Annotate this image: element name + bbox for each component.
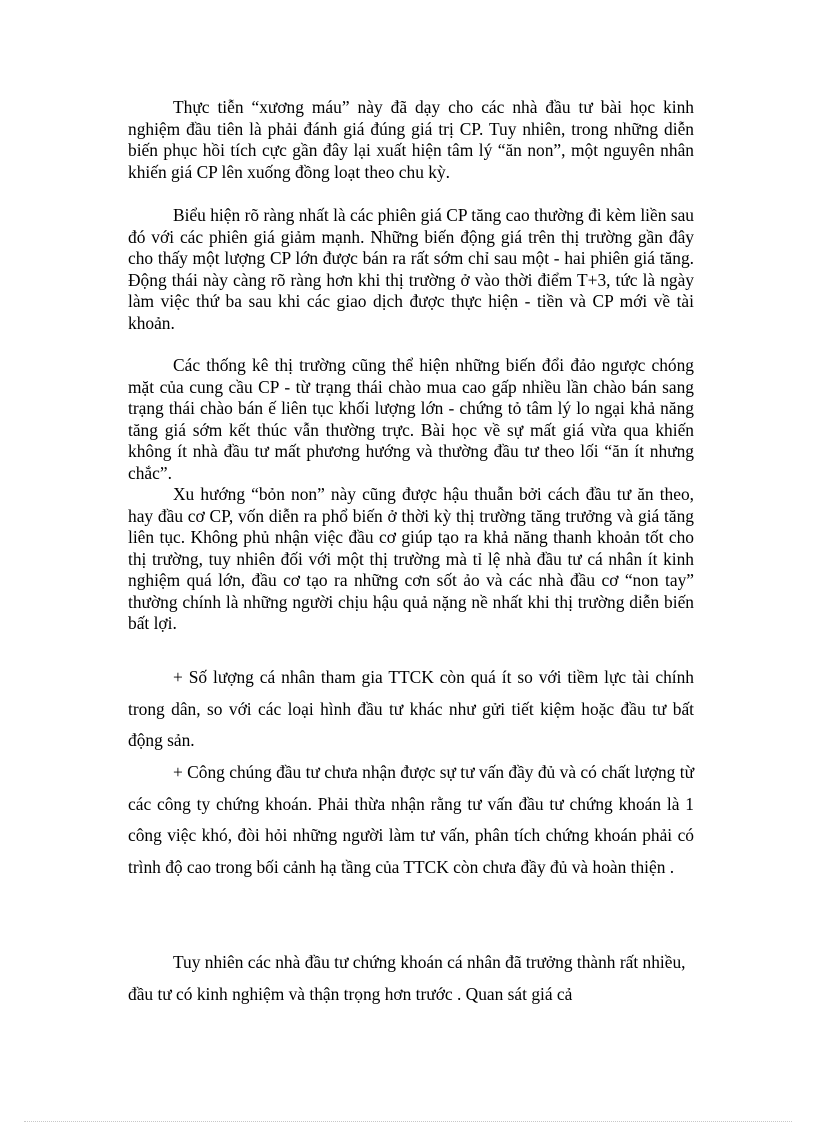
- paragraph-2: Biểu hiện rõ ràng nhất là các phiên giá CP tăng cao thường đi kèm liền sau đó với các phiên giá giảm mạnh. Những biến động giá trên thị trường gần đây cho thấy một lượng CP lớn được bán ra rất sớm chỉ sau một - hai phiên giá tăng. Động thái này càng rõ ràng hơn khi thị trường ở vào thời điểm T+3, tức là ngày làm việc thứ ba sau khi các giao dịch được thực hiện - tiền và CP mới về tài khoản.: [128, 205, 694, 333]
- paragraph-5: + Số lượng cá nhân tham gia TTCK còn quá ít so với tiềm lực tài chính trong dân, so với các loại hình đầu tư khác như gửi tiết kiệm hoặc đầu tư bất động sản.: [128, 667, 694, 750]
- paragraph-1: Thực tiễn “xương máu” này đã dạy cho các nhà đầu tư bài học kinh nghiệm đầu tiên là phải đánh giá đúng giá trị CP. Tuy nhiên, trong những diễn biến phục hồi tích cực gần đây lại xuất hiện tâm lý “ăn non”, một nguyên nhân khiến giá CP lên xuống đồng loạt theo chu kỳ.: [128, 97, 694, 182]
- paragraph-7: Tuy nhiên các nhà đầu tư chứng khoán cá nhân đã trưởng thành rất nhiều, đầu tư có kinh nghiệm và thận trọng hơn trước . Quan sát giá cả: [128, 952, 686, 1004]
- page-bottom-rule: [24, 1121, 792, 1122]
- paragraph-3: Các thống kê thị trường cũng thể hiện những biến đổi đảo ngược chóng mặt của cung cầu CP - từ trạng thái chào mua cao gấp nhiều lần chào bán sang trạng thái chào bán ế liên tục khối lượng lớn - chứng tỏ tâm lý lo ngại khả năng tăng giá sớm kết thúc vẫn thường trực. Bài học về sự mất giá vừa qua khiến không ít nhà đầu tư mất phương hướng và thường đầu tư theo lối “ăn ít nhưng chắc”.: [128, 355, 694, 483]
- paragraph-4: Xu hướng “bỏn non” này cũng được hậu thuẫn bởi cách đầu tư ăn theo, hay đầu cơ CP, vốn diễn ra phổ biến ở thời kỳ thị trường tăng trưởng và giá tăng liên tục. Không phủ nhận việc đầu cơ giúp tạo ra khả năng thanh khoản tốt cho thị trường, tuy nhiên đối với một thị trường mà tỉ lệ nhà đầu tư cá nhân ít kinh nghiệm quá lớn, đầu cơ tạo ra những cơn sốt ảo và các nhà đầu cơ “non tay” thường chính là những người chịu hậu quả nặng nề nhất khi thị trường diễn biến bất lợi.: [128, 484, 694, 633]
- paragraph-6: + Công chúng đầu tư chưa nhận được sự tư vấn đầy đủ và có chất lượng từ các công ty chứng khoán. Phải thừa nhận rằng tư vấn đầu tư chứng khoán là 1 công việc khó, đòi hỏi những người làm tư vấn, phân tích chứng khoán phải có trình độ cao trong bối cảnh hạ tầng của TTCK còn chưa đầy đủ và hoàn thiện .: [128, 762, 694, 877]
